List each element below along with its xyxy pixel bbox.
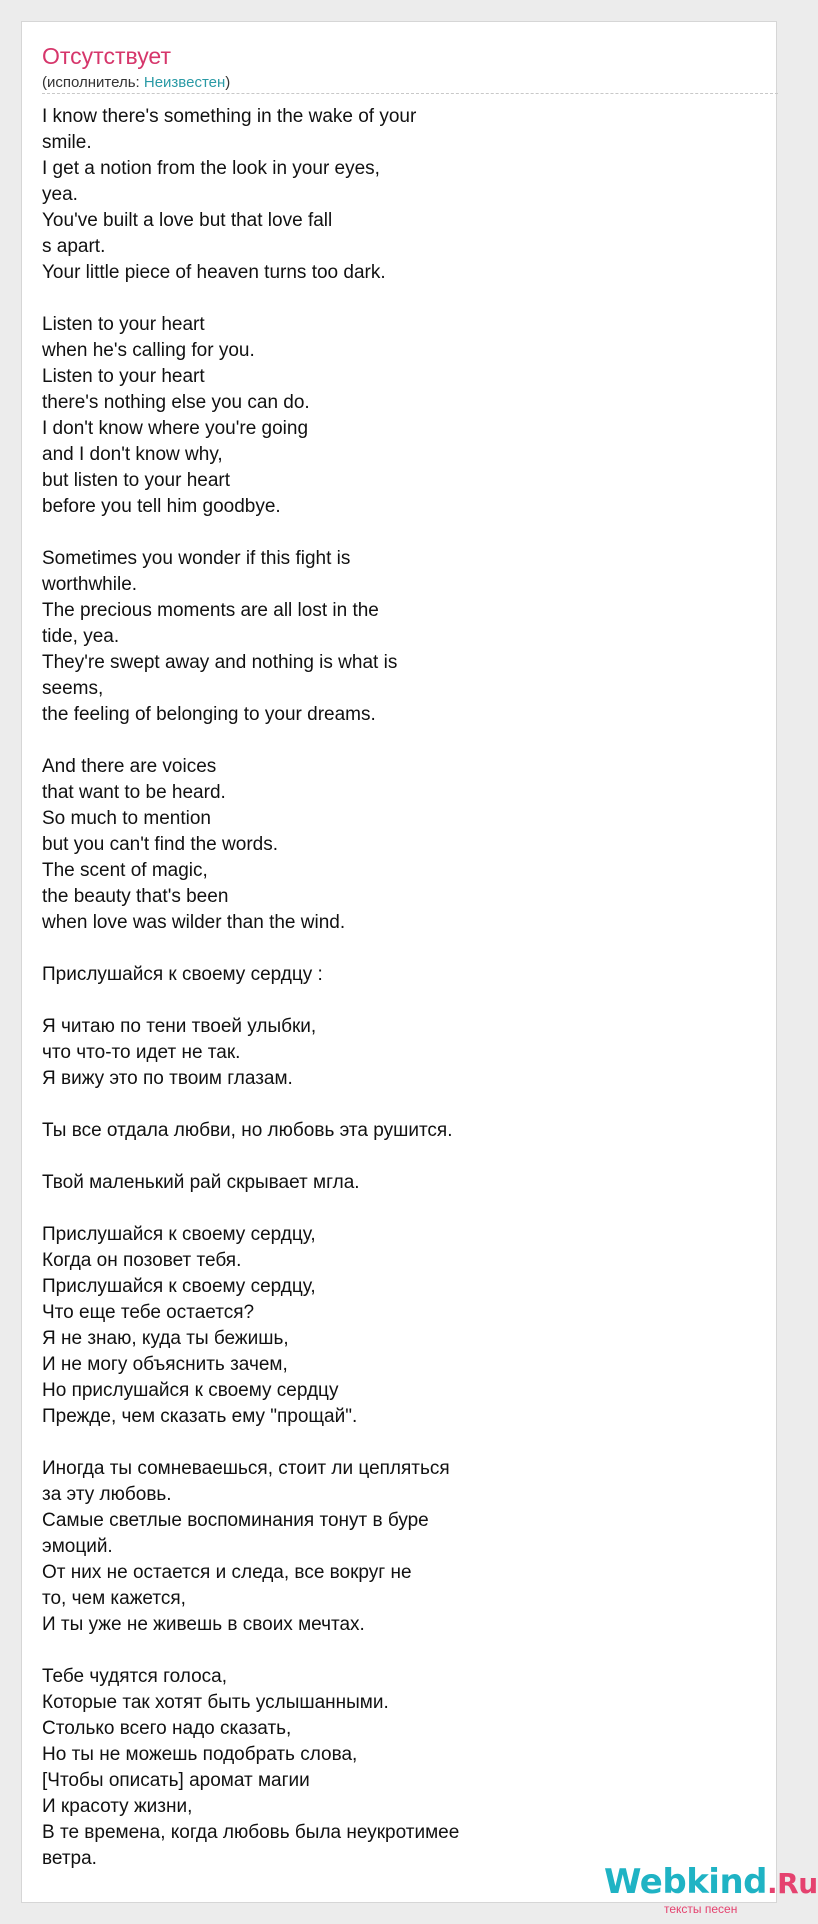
lyric-line: Которые так хотят быть услышанными. [42, 1692, 389, 1713]
lyric-line: Самые светлые воспоминания тонут в буре [42, 1510, 429, 1531]
lyric-line [42, 988, 742, 1014]
lyric-line: tide, yea. [42, 626, 120, 647]
song-title: Отсутствует [42, 43, 171, 69]
lyric-line: Listen to your heart [42, 314, 205, 335]
logo-main-text: Webkind [604, 1862, 767, 1902]
lyric-line: I get a notion from the look in your eyes, [42, 158, 380, 179]
lyric-line: that want to be heard. [42, 782, 226, 803]
artist-line [42, 73, 230, 93]
lyric-line: Sometimes you wonder if this fight is [42, 548, 351, 569]
lyric-line: Но прислушайся к своему сердцу [42, 1380, 339, 1401]
header-divider [42, 93, 778, 94]
logo-wordmark [604, 1862, 818, 1902]
lyric-line: but listen to your heart [42, 470, 230, 491]
lyric-line: Your little piece of heaven turns too dark. [42, 262, 386, 283]
lyric-line: And there are voices [42, 756, 217, 777]
lyric-line: seems, [42, 678, 104, 699]
webkind-logo[interactable] [582, 1862, 818, 1922]
lyric-line: Прислушайся к своему сердцу, [42, 1224, 316, 1245]
lyric-line [42, 520, 742, 546]
lyric-line: [Чтобы описать] аромат магии [42, 1770, 310, 1791]
lyric-line [42, 1092, 742, 1118]
artist-prefix: (исполнитель: [42, 74, 144, 91]
lyric-line [42, 286, 742, 312]
lyric-line: Тебе чудятся голоса, [42, 1666, 227, 1687]
lyric-line: что что-то идет не так. [42, 1042, 241, 1063]
lyrics-page [21, 21, 818, 1916]
lyric-line: Прежде, чем сказать ему "прощай". [42, 1406, 358, 1427]
lyric-line: Прислушайся к своему сердцу, [42, 1276, 316, 1297]
logo-tld: .Ru [767, 1867, 818, 1900]
lyric-line: Что еще тебе остается? [42, 1302, 255, 1323]
lyric-line: yea. [42, 184, 78, 205]
lyric-line: Твой маленький рай скрывает мгла. [42, 1172, 360, 1193]
lyric-line: I know there's something in the wake of your [42, 106, 417, 127]
lyric-line: Прислушайся к своему сердцу : [42, 964, 323, 985]
lyric-line: И не могу объяснить зачем, [42, 1354, 288, 1375]
lyric-line: You've built a love but that love fall [42, 210, 333, 231]
lyric-line: They're swept away and nothing is what is [42, 652, 398, 673]
lyric-line: before you tell him goodbye. [42, 496, 281, 517]
lyric-line: when love was wilder than the wind. [42, 912, 346, 933]
lyric-line: the feeling of belonging to your dreams. [42, 704, 376, 725]
lyric-line: the beauty that's been [42, 886, 229, 907]
lyric-line: В те времена, когда любовь была неукротимее [42, 1822, 460, 1843]
lyric-line: Столько всего надо сказать, [42, 1718, 292, 1739]
lyric-line: The scent of magic, [42, 860, 208, 881]
lyric-line [42, 1196, 742, 1222]
lyric-line: Иногда ты сомневаешься, стоит ли цепляться [42, 1458, 450, 1479]
lyric-line [42, 728, 742, 754]
lyric-line: there's nothing else you can do. [42, 392, 310, 413]
lyrics-text [42, 104, 742, 1872]
lyric-line [42, 1144, 742, 1170]
artist-suffix: ) [225, 74, 231, 91]
lyric-line: smile. [42, 132, 92, 153]
artist-link[interactable]: Неизвестен [143, 74, 226, 91]
lyric-line: И красоту жизни, [42, 1796, 193, 1817]
lyric-line: The precious moments are all lost in the [42, 600, 379, 621]
lyric-line: worthwhile. [42, 574, 138, 595]
lyric-line: эмоций. [42, 1536, 113, 1557]
lyric-line: So much to mention [42, 808, 211, 829]
lyric-line: s apart. [42, 236, 106, 257]
lyric-line: Я читаю по тени твоей улыбки, [42, 1016, 317, 1037]
lyric-line: Я не знаю, куда ты бежишь, [42, 1328, 289, 1349]
lyric-line: Listen to your heart [42, 366, 205, 387]
lyric-line: От них не остается и следа, все вокруг не [42, 1562, 412, 1583]
lyric-line: ветра. [42, 1848, 97, 1869]
lyric-line: when he's calling for you. [42, 340, 255, 361]
lyric-line: за эту любовь. [42, 1484, 172, 1505]
lyric-line: Ты все отдала любви, но любовь эта рушится. [42, 1120, 453, 1141]
lyric-line: I don't know where you're going [42, 418, 309, 439]
logo-tagline: тексты песен [664, 1902, 738, 1916]
lyric-line: то, чем кажется, [42, 1588, 186, 1609]
lyric-line: and I don't know why, [42, 444, 223, 465]
lyric-line [42, 1638, 742, 1664]
lyric-line: Когда он позовет тебя. [42, 1250, 242, 1271]
lyric-line: И ты уже не живешь в своих мечтах. [42, 1614, 365, 1635]
lyric-line [42, 936, 742, 962]
lyric-line: Но ты не можешь подобрать слова, [42, 1744, 358, 1765]
lyric-line [42, 1430, 742, 1456]
lyric-line: but you can't find the words. [42, 834, 278, 855]
lyric-line: Я вижу это по твоим глазам. [42, 1068, 293, 1089]
